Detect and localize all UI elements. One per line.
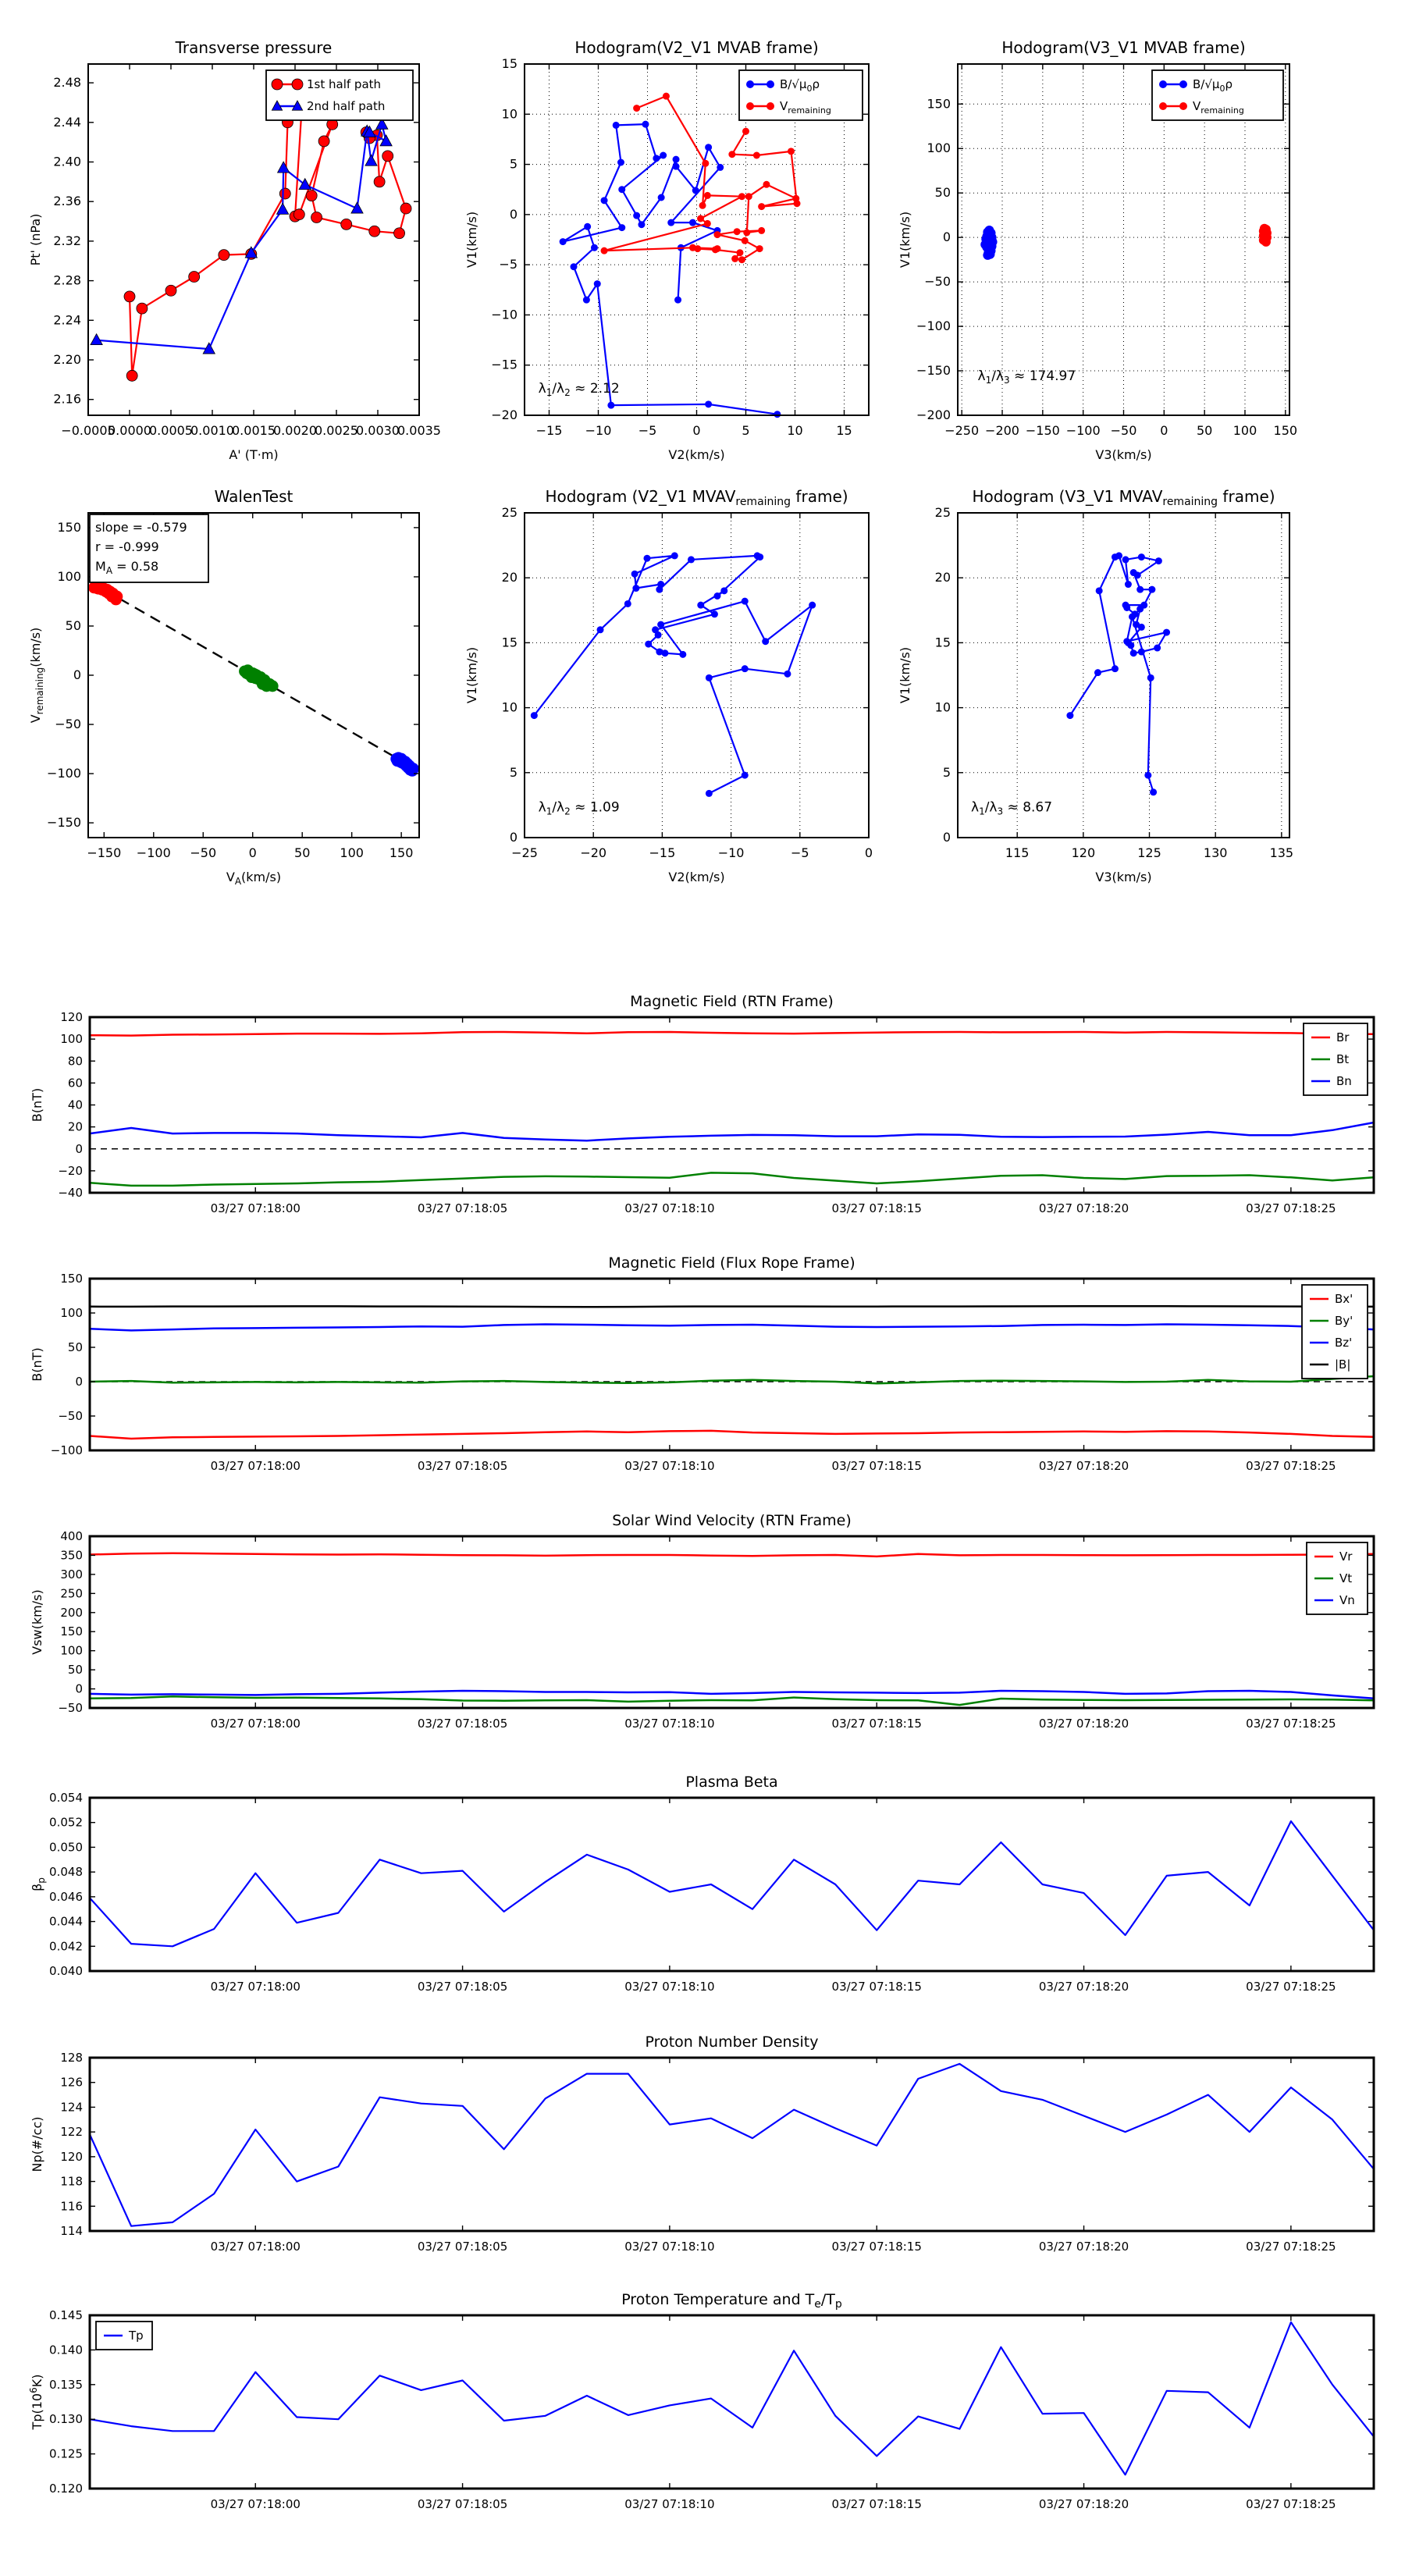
y-tick-label: 60: [67, 1076, 83, 1091]
y-tick-label: 2.24: [53, 312, 81, 328]
y-tick-label: 150: [927, 96, 951, 112]
y-tick-label: 150: [60, 1624, 83, 1639]
x-tick-label: 03/27 07:18:20: [1038, 2240, 1129, 2254]
chart-hodogram-v2v1-mvav: [464, 487, 873, 884]
x-tick-label: −10: [717, 845, 745, 860]
chart-proton-number-density: [30, 2033, 1374, 2254]
x-axis-label: V3(km/s): [1095, 870, 1152, 884]
x-tick-label: 0.0005: [149, 423, 193, 438]
x-tick-label: 03/27 07:18:10: [624, 2240, 715, 2254]
y-axis-label: V1(km/s): [898, 646, 912, 704]
x-tick-label: 5: [742, 423, 750, 438]
y-tick-label: 0.052: [49, 1815, 83, 1830]
x-tick-label: 0.0000: [108, 423, 151, 438]
y-tick-label: 50: [65, 617, 81, 633]
y-tick-label: 10: [501, 106, 518, 122]
x-tick-label: −200: [985, 423, 1019, 438]
y-tick-label: 0: [509, 206, 518, 222]
y-axis-label: $V_{remaining}(km/s)$: [28, 627, 45, 724]
y-tick-label: 2.36: [53, 194, 81, 209]
x-tick-label: −10: [585, 423, 612, 438]
y-tick-label: 20: [934, 570, 951, 585]
x-tick-label: 115: [1005, 845, 1030, 860]
x-tick-label: 120: [1071, 845, 1096, 860]
y-tick-label: 10: [934, 699, 951, 715]
x-tick-label: 03/27 07:18:20: [1038, 1717, 1129, 1731]
x-tick-label: 0.0015: [232, 423, 276, 438]
x-tick-label: −50: [1110, 423, 1137, 438]
y-tick-label: 400: [60, 1529, 83, 1543]
x-tick-label: 15: [836, 423, 852, 438]
y-tick-label: 120: [60, 1010, 83, 1024]
chart-title: Magnetic Field (Flux Rope Frame): [608, 1254, 855, 1272]
y-tick-label: 25: [934, 505, 951, 520]
x-tick-label: 03/27 07:18:05: [417, 1980, 508, 1994]
y-axis-label: $\beta_p$: [30, 1877, 47, 1891]
y-tick-label: 0: [75, 1681, 83, 1696]
x-tick-label: 03/27 07:18:05: [417, 1201, 508, 1215]
y-tick-label: 2.32: [53, 233, 81, 248]
chart-title: Proton Temperature and $T_e/T_p$: [621, 2291, 842, 2311]
x-tick-label: 03/27 07:18:15: [831, 1980, 922, 1994]
y-tick-label: 124: [60, 2100, 83, 2115]
legend-label: $V_{remaining}$: [1193, 99, 1244, 116]
x-axis-label: A' (T·m): [229, 447, 279, 462]
y-tick-label: −50: [924, 274, 951, 290]
y-tick-label: 100: [60, 1032, 83, 1047]
y-tick-label: 0.125: [49, 2446, 83, 2461]
x-tick-label: −100: [136, 845, 171, 860]
y-tick-label: 50: [67, 1340, 83, 1354]
x-tick-label: 03/27 07:18:15: [831, 2240, 922, 2254]
x-tick-label: 03/27 07:18:10: [624, 2497, 715, 2511]
y-tick-label: 0: [73, 667, 81, 682]
x-tick-label: 150: [389, 845, 414, 860]
x-tick-label: 03/27 07:18:10: [624, 1980, 715, 1994]
y-tick-label: 118: [60, 2174, 83, 2189]
x-tick-label: 50: [294, 845, 311, 860]
x-tick-label: 03/27 07:18:15: [831, 1717, 922, 1731]
x-tick-label: 03/27 07:18:10: [624, 1201, 715, 1215]
y-tick-label: 0.120: [49, 2482, 83, 2496]
y-tick-label: 0.046: [49, 1889, 83, 1904]
x-tick-label: −15: [535, 423, 563, 438]
y-tick-label: 0.130: [49, 2412, 83, 2427]
x-tick-label: 03/27 07:18:00: [210, 2240, 301, 2254]
legend-label: Br: [1336, 1030, 1350, 1044]
annotation: $\lambda_1/\lambda_2 \approx 1.09$: [538, 799, 620, 817]
y-tick-label: −20: [491, 407, 518, 422]
y-tick-label: 40: [67, 1098, 83, 1112]
x-tick-label: 150: [1273, 423, 1298, 438]
chart-transverse-pressure: [28, 38, 441, 462]
y-tick-label: −10: [491, 307, 518, 322]
y-tick-label: 120: [60, 2149, 83, 2164]
x-tick-label: 03/27 07:18:00: [210, 2497, 301, 2511]
y-tick-label: −50: [58, 1409, 83, 1423]
y-tick-label: 5: [509, 156, 518, 172]
x-tick-label: −50: [190, 845, 217, 860]
y-tick-label: 0.054: [49, 1791, 83, 1805]
x-tick-label: 03/27 07:18:20: [1038, 1201, 1129, 1215]
chart-title: Hodogram (V3_V1 $MVAV_{remaining}$ frame): [972, 487, 1275, 508]
chart-proton-temperature: [28, 2291, 1374, 2511]
y-tick-label: −150: [916, 363, 951, 379]
y-tick-label: 100: [60, 1643, 83, 1658]
x-tick-label: 03/27 07:18:25: [1246, 2497, 1336, 2511]
legend-label: By': [1335, 1314, 1353, 1328]
y-tick-label: 0: [942, 830, 951, 845]
x-axis-label: $V_A(km/s)$: [226, 870, 282, 887]
x-tick-label: −5: [791, 845, 809, 860]
x-tick-label: 0: [692, 423, 701, 438]
legend: [1304, 1023, 1368, 1095]
stats-line: slope = -0.579: [95, 520, 187, 535]
chart-title: Hodogram(V2_V1 MVAB frame): [574, 38, 819, 57]
annotation: $\lambda_1/\lambda_2 \approx 2.12$: [538, 380, 620, 398]
y-tick-label: 80: [67, 1054, 83, 1069]
chart-title: WalenTest: [214, 487, 293, 506]
chart-title: Magnetic Field (RTN Frame): [630, 993, 834, 1010]
y-tick-label: 5: [942, 764, 951, 780]
legend-label: |B|: [1335, 1357, 1351, 1372]
y-axis-label: V1(km/s): [464, 646, 479, 704]
chart-title: Plasma Beta: [685, 1774, 778, 1791]
y-tick-label: 128: [60, 2051, 83, 2065]
y-tick-label: 0: [75, 1141, 83, 1156]
legend-label: Bz': [1335, 1336, 1353, 1350]
y-tick-label: −50: [58, 1701, 83, 1715]
legend: [266, 70, 413, 120]
legend-label: 2nd half path: [307, 99, 386, 113]
x-tick-label: 0: [864, 845, 873, 860]
y-axis-label: B(nT): [30, 1087, 44, 1123]
x-axis-label: V2(km/s): [668, 870, 725, 884]
chart-walen-test: [28, 487, 419, 887]
y-tick-label: 50: [934, 185, 951, 201]
x-axis-label: V2(km/s): [668, 447, 725, 462]
x-tick-label: 100: [1232, 423, 1257, 438]
y-tick-label: 0.042: [49, 1939, 83, 1954]
y-tick-label: 0: [942, 229, 951, 245]
x-tick-label: 135: [1269, 845, 1294, 860]
x-tick-label: 03/27 07:18:05: [417, 2240, 508, 2254]
x-tick-label: 0.0030: [356, 423, 400, 438]
y-tick-label: −5: [499, 257, 518, 272]
x-tick-label: −0.0005: [61, 423, 116, 438]
y-tick-label: 0: [509, 830, 518, 845]
legend-label: Vr: [1339, 1550, 1353, 1564]
chart-magnetic-field-fluxrope: [30, 1254, 1374, 1473]
x-tick-label: 03/27 07:18:25: [1246, 2240, 1336, 2254]
x-tick-label: 0.0010: [190, 423, 234, 438]
y-tick-label: 15: [501, 56, 518, 71]
chart-title: Proton Number Density: [645, 2033, 819, 2051]
y-tick-label: 0.050: [49, 1840, 83, 1855]
legend: [739, 70, 863, 120]
legend-label: $V_{remaining}$: [780, 99, 831, 116]
y-tick-label: 0.145: [49, 2308, 83, 2322]
x-tick-label: −150: [1025, 423, 1060, 438]
x-axis-label: V3(km/s): [1095, 447, 1152, 462]
y-axis-label: $Tp(10^6K)$: [28, 2374, 44, 2430]
y-tick-label: 20: [501, 570, 518, 585]
legend: [1307, 1542, 1368, 1614]
y-tick-label: 0.048: [49, 1865, 83, 1880]
x-tick-label: 0.0025: [315, 423, 358, 438]
chart-solar-wind-velocity: [30, 1512, 1374, 1731]
x-tick-label: 03/27 07:18:10: [624, 1717, 715, 1731]
x-tick-label: −150: [87, 845, 122, 860]
x-tick-label: 03/27 07:18:00: [210, 1459, 301, 1473]
x-tick-label: 03/27 07:18:05: [417, 2497, 508, 2511]
legend: [1302, 1285, 1368, 1379]
y-tick-label: −100: [47, 766, 81, 781]
y-tick-label: 2.40: [53, 154, 81, 169]
legend-label: Vn: [1339, 1593, 1355, 1607]
y-tick-label: 15: [934, 635, 951, 650]
y-tick-label: −20: [58, 1163, 83, 1178]
chart-title: Hodogram(V3_V1 MVAB frame): [1001, 38, 1246, 57]
y-tick-label: 15: [501, 635, 518, 650]
legend-label: 1st half path: [307, 77, 382, 91]
chart-plasma-beta: [30, 1774, 1374, 1994]
legend-label: $B/√\mu_0\rho$: [1193, 77, 1232, 94]
y-tick-label: 114: [60, 2224, 83, 2238]
y-tick-label: 5: [509, 764, 518, 780]
annotation: $\lambda_1/\lambda_3 \approx 8.67$: [971, 799, 1053, 817]
x-tick-label: 03/27 07:18:10: [624, 1459, 715, 1473]
x-tick-label: 03/27 07:18:25: [1246, 1980, 1336, 1994]
x-tick-label: −15: [649, 845, 676, 860]
x-tick-label: 03/27 07:18:20: [1038, 1459, 1129, 1473]
legend: [96, 2322, 152, 2350]
y-tick-label: −200: [916, 407, 951, 422]
y-axis-label: Pt' (nPa): [28, 213, 43, 266]
legend-label: Bx': [1335, 1292, 1353, 1306]
y-tick-label: 116: [60, 2199, 83, 2214]
y-tick-label: 10: [501, 699, 518, 715]
legend-label: Bn: [1336, 1074, 1352, 1088]
x-tick-label: 100: [340, 845, 364, 860]
y-tick-label: 100: [57, 568, 81, 584]
x-tick-label: 03/27 07:18:25: [1246, 1201, 1336, 1215]
y-tick-label: 2.44: [53, 114, 81, 130]
legend-label: Vt: [1339, 1571, 1353, 1585]
y-axis-label: Np(#/cc): [30, 2116, 44, 2172]
x-tick-label: 0.0020: [273, 423, 317, 438]
y-axis-label: B(nT): [30, 1347, 44, 1382]
x-tick-label: −25: [511, 845, 538, 860]
y-tick-label: −150: [47, 815, 81, 831]
y-tick-label: 25: [501, 505, 518, 520]
y-tick-label: 2.20: [53, 352, 81, 368]
y-tick-label: 2.16: [53, 391, 81, 407]
y-tick-label: 100: [927, 141, 951, 156]
x-tick-label: −100: [1065, 423, 1101, 438]
x-tick-label: 0.0035: [397, 423, 441, 438]
annotation: $\lambda_1/\lambda_3 \approx 174.97$: [977, 368, 1076, 386]
x-tick-label: 03/27 07:18:00: [210, 1980, 301, 1994]
chart-title: Hodogram (V2_V1 $MVAV_{remaining}$ frame): [545, 487, 848, 508]
chart-title: Transverse pressure: [175, 38, 333, 57]
stats-line: $M_A = 0.58$: [95, 559, 159, 576]
x-tick-label: 50: [1196, 423, 1213, 438]
chart-title: Solar Wind Velocity (RTN Frame): [612, 1512, 852, 1529]
y-tick-label: −100: [50, 1443, 83, 1457]
y-tick-label: 2.28: [53, 272, 81, 288]
y-tick-label: 350: [60, 1548, 83, 1563]
y-tick-label: 20: [67, 1119, 83, 1134]
y-tick-label: 50: [67, 1663, 83, 1678]
y-tick-label: 250: [60, 1586, 83, 1601]
legend: [1152, 70, 1283, 120]
y-tick-label: 0.140: [49, 2343, 83, 2357]
y-tick-label: 122: [60, 2125, 83, 2140]
y-tick-label: −50: [55, 717, 81, 732]
x-tick-label: 03/27 07:18:00: [210, 1201, 301, 1215]
y-axis-label: V1(km/s): [464, 211, 479, 269]
x-tick-label: 03/27 07:18:20: [1038, 1980, 1129, 1994]
y-tick-label: −40: [58, 1186, 83, 1200]
chart-hodogram-v2v1-mvab: [464, 38, 869, 462]
x-tick-label: −250: [944, 423, 980, 438]
x-tick-label: 03/27 07:18:25: [1246, 1459, 1336, 1473]
y-tick-label: 150: [60, 1272, 83, 1286]
y-tick-label: 0.135: [49, 2377, 83, 2392]
y-tick-label: 100: [60, 1306, 83, 1320]
x-tick-label: 130: [1203, 845, 1228, 860]
x-tick-label: 03/27 07:18:05: [417, 1717, 508, 1731]
x-tick-label: 03/27 07:18:25: [1246, 1717, 1336, 1731]
legend-label: $B/√\mu_0\rho$: [780, 77, 820, 94]
x-tick-label: 03/27 07:18:20: [1038, 2497, 1129, 2511]
x-tick-label: 125: [1137, 845, 1161, 860]
y-axis-label: V1(km/s): [898, 211, 912, 269]
stats-line: r = -0.999: [95, 539, 159, 554]
x-tick-label: 0: [248, 845, 257, 860]
y-tick-label: −15: [491, 357, 518, 372]
y-axis-label: Vsw(km/s): [30, 1589, 44, 1655]
x-tick-label: 03/27 07:18:15: [831, 1201, 922, 1215]
x-tick-label: 03/27 07:18:15: [831, 2497, 922, 2511]
x-tick-label: 03/27 07:18:00: [210, 1717, 301, 1731]
y-tick-label: 150: [57, 519, 81, 535]
chart-hodogram-v3v1-mvab: [898, 38, 1297, 462]
x-tick-label: 03/27 07:18:15: [831, 1459, 922, 1473]
x-tick-label: −5: [638, 423, 657, 438]
y-tick-label: 200: [60, 1605, 83, 1620]
y-tick-label: 2.48: [53, 75, 81, 91]
y-tick-label: 0.040: [49, 1964, 83, 1978]
chart-magnetic-field-rtn: [30, 993, 1374, 1215]
y-tick-label: 0: [75, 1375, 83, 1389]
y-tick-label: 0.044: [49, 1914, 83, 1929]
legend-label: Bt: [1336, 1052, 1350, 1066]
chart-hodogram-v3v1-mvav: [898, 487, 1293, 884]
x-tick-label: 03/27 07:18:05: [417, 1459, 508, 1473]
legend-label: Tp: [129, 2329, 144, 2343]
x-tick-label: −20: [580, 845, 607, 860]
y-tick-label: 126: [60, 2075, 83, 2090]
y-tick-label: 300: [60, 1567, 83, 1582]
x-tick-label: 0: [1160, 423, 1168, 438]
x-tick-label: 10: [787, 423, 803, 438]
y-tick-label: −100: [916, 318, 951, 334]
